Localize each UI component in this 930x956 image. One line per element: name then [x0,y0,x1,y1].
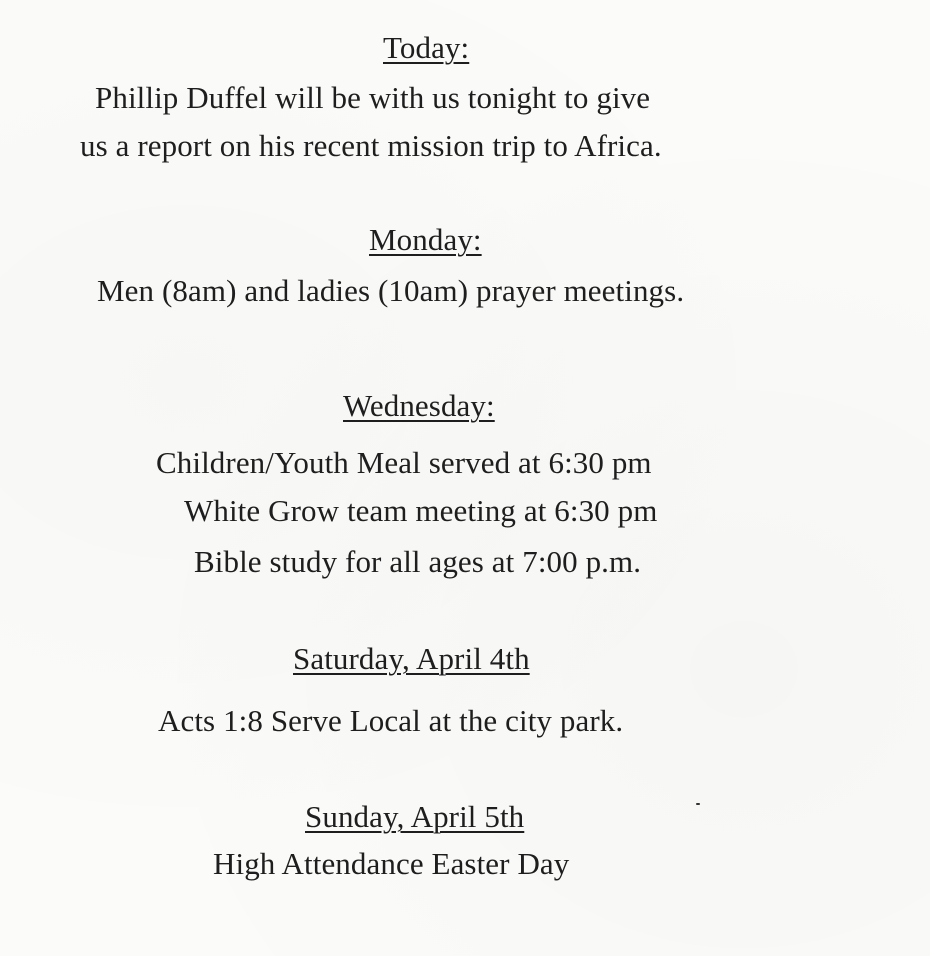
monday-heading: Monday: [369,222,482,257]
today-line-2: us a report on his recent mission trip to Africa. [80,128,662,163]
sunday-heading: Sunday, April 5th [305,799,525,834]
monday-line-1: Men (8am) and ladies (10am) prayer meetings. [97,273,685,308]
wednesday-line-3: Bible study for all ages at 7:00 p.m. [194,544,642,579]
wednesday-line-1: Children/Youth Meal served at 6:30 pm [156,445,652,480]
saturday-line-1: Acts 1:8 Serve Local at the city park. [158,703,624,738]
wednesday-heading: Wednesday: [343,388,495,423]
today-line-1: Phillip Duffel will be with us tonight to give [95,80,651,115]
sunday-line-1: High Attendance Easter Day [213,846,570,881]
scan-speck [696,803,700,805]
wednesday-line-2: White Grow team meeting at 6:30 pm [184,493,658,528]
today-heading: Today: [383,30,470,65]
saturday-heading: Saturday, April 4th [293,641,530,676]
